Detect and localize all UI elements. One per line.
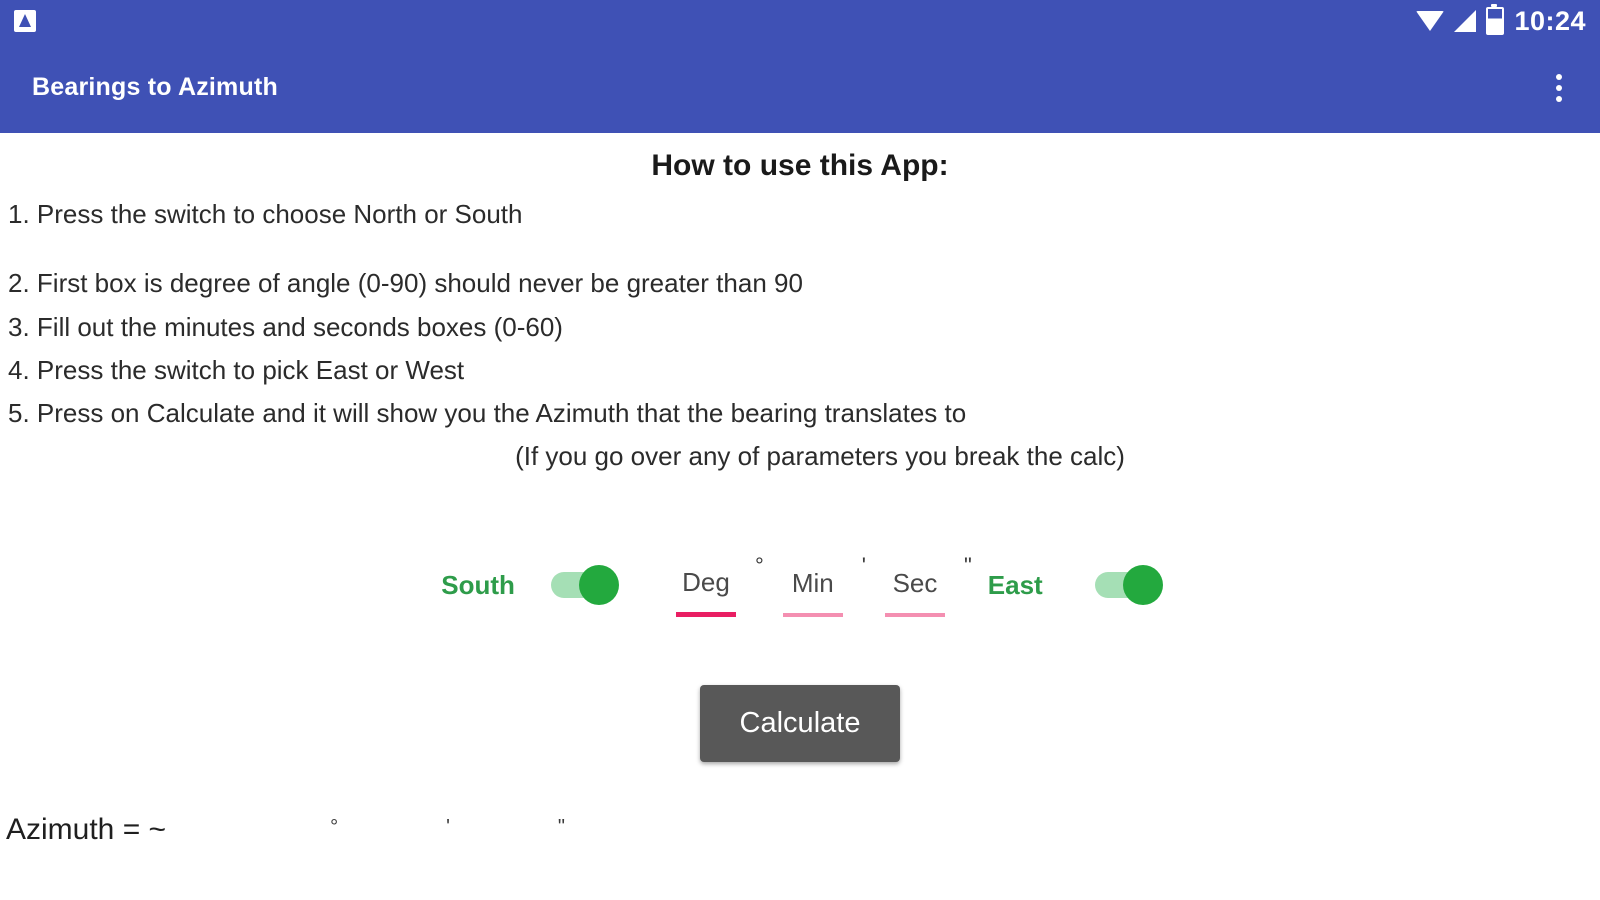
seconds-input-underline bbox=[885, 613, 945, 617]
switch-knob bbox=[579, 565, 619, 605]
overflow-dot bbox=[1556, 74, 1562, 80]
instruction-item: 5. Press on Calculate and it will show you the Azimuth that the bearing translates to bbox=[8, 398, 967, 429]
calculate-button[interactable]: Calculate bbox=[700, 685, 901, 762]
minute-symbol: ' bbox=[861, 553, 866, 578]
instruction-item: 3. Fill out the minutes and seconds boxes (0-60) bbox=[8, 311, 563, 342]
minutes-input-hint: Min bbox=[791, 568, 834, 598]
status-clock: 10:24 bbox=[1514, 5, 1586, 36]
seconds-input[interactable] bbox=[866, 568, 964, 617]
signal-icon bbox=[1454, 10, 1476, 32]
calculate-button-wrap bbox=[0, 685, 1600, 762]
switch-knob bbox=[1123, 565, 1163, 605]
azimuth-second-symbol: " bbox=[557, 816, 566, 838]
degree-symbol: ° bbox=[754, 553, 764, 578]
controls-row bbox=[0, 553, 1600, 617]
app-title: Bearings to Azimuth bbox=[32, 73, 278, 101]
azimuth-result-label: Azimuth = ~ bbox=[6, 813, 167, 846]
overflow-dot bbox=[1556, 96, 1562, 102]
instruction-item: 4. Press the switch to pick East or West bbox=[8, 354, 465, 385]
wifi-icon bbox=[1416, 11, 1444, 31]
status-bar-left bbox=[14, 10, 36, 32]
instruction-item: 2. First box is degree of angle (0-90) should never be greater than 90 bbox=[8, 268, 803, 299]
minutes-input[interactable] bbox=[764, 568, 862, 617]
degrees-input[interactable] bbox=[657, 567, 755, 617]
app-bar bbox=[0, 42, 1600, 133]
degrees-input-underline bbox=[676, 612, 736, 617]
app-notification-icon bbox=[14, 10, 36, 32]
instruction-item: 1. Press the switch to choose North or South bbox=[8, 199, 523, 229]
east-west-switch[interactable] bbox=[1095, 572, 1159, 598]
seconds-input-hint: Sec bbox=[892, 568, 938, 598]
instructions-list bbox=[0, 201, 1600, 471]
bearing-field-group bbox=[657, 553, 972, 617]
north-south-label: South bbox=[441, 569, 515, 600]
howto-title: How to use this App: bbox=[651, 149, 949, 182]
north-south-switch[interactable] bbox=[551, 572, 615, 598]
east-west-label: East bbox=[987, 569, 1043, 600]
main-content bbox=[0, 133, 1600, 900]
degrees-input-hint: Deg bbox=[682, 567, 730, 597]
overflow-menu-icon[interactable] bbox=[1544, 66, 1574, 110]
status-bar-right bbox=[1416, 6, 1586, 37]
minutes-input-underline bbox=[783, 613, 843, 617]
azimuth-minute-symbol: ' bbox=[446, 816, 450, 838]
status-bar bbox=[0, 0, 1600, 42]
azimuth-degree-symbol: ° bbox=[330, 816, 339, 838]
azimuth-result-row bbox=[6, 813, 565, 847]
instructions-note: (If you go over any of parameters you break the calc) bbox=[515, 441, 1125, 472]
battery-icon bbox=[1486, 7, 1504, 35]
overflow-dot bbox=[1556, 85, 1562, 91]
second-symbol: " bbox=[963, 553, 972, 578]
